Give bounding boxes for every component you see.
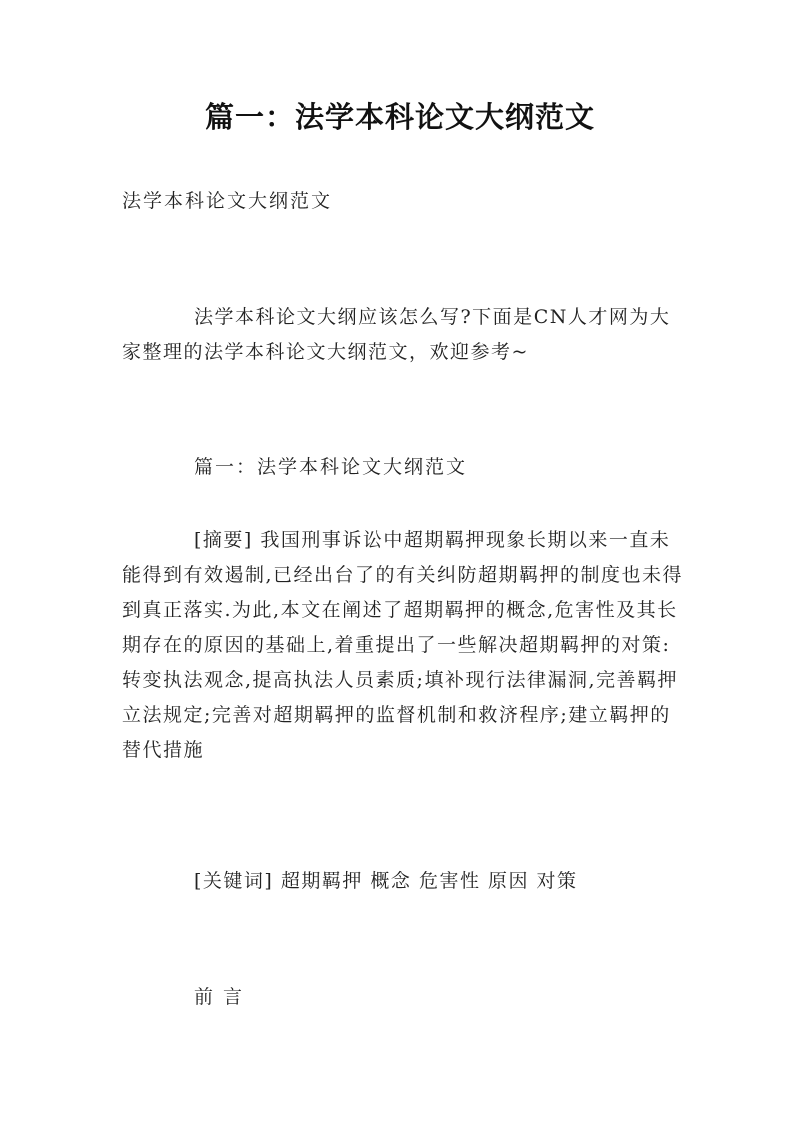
intro-paragraph: 法学本科论文大纲应该怎么写?下面是CN人才网为大家整理的法学本科论文大纲范文，欢迎参考~ (122, 306, 671, 363)
abstract-paragraph: [摘要] 我国刑事诉讼中超期羁押现象长期以来一直未能得到有效遏制,已经出台了的有关纠防超期羁押的制度也未得到真正落实.为此,本文在阐述了超期羁押的概念,危害性及其长期存在的原因的基础上,着重提出了一些解决超期羁押的对策:转变执法观念,提高执法人员素质;填补现行法律漏洞,完善羁押立法规定;完善对超期羁押的监督机制和救济程序;建立羁押的替代措施 (122, 529, 684, 761)
preface-heading: 前 言 (194, 986, 245, 1008)
document-title: 篇一：法学本科论文大纲范文 (204, 100, 595, 134)
section-heading: 篇一：法学本科论文大纲范文 (194, 456, 468, 478)
document-subtitle: 法学本科论文大纲范文 (122, 190, 333, 212)
keywords-line: [关键词] 超期羁押 概念 危害性 原因 对策 (194, 870, 578, 892)
